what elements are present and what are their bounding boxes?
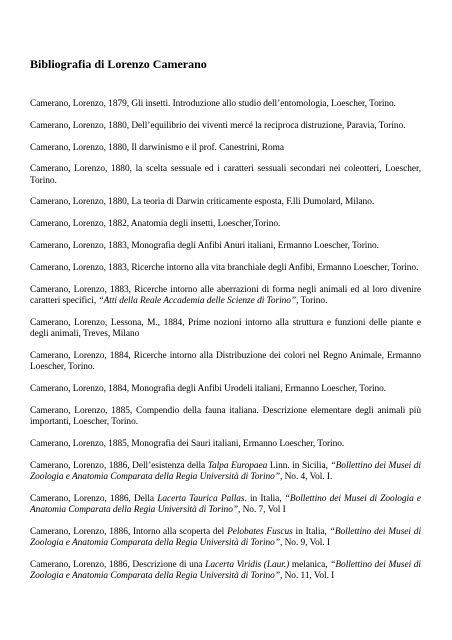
bibliography-entry xyxy=(30,494,421,517)
entry-text: Camerano, Lorenzo, 1885, Monografia dei Sauri italiani, Ermanno Loescher, Torino. xyxy=(30,438,345,449)
entry-text: Camerano, Lorenzo, 1886, Della xyxy=(30,493,158,504)
entry-text: Camerano, Lorenzo, 1886, Descrizione di una xyxy=(30,559,206,570)
entry-text: Camerano, Lorenzo, 1880, Dell’equilibrio dei viventi mercé la reciproca distruzione, Paravia, Torino. xyxy=(30,120,406,131)
entry-text: in Italia, xyxy=(292,526,330,537)
entry-text: Camerano, Lorenzo, 1879, Gli insetti. Introduzione allo studio dell’entomologia, Loescher, Torino. xyxy=(30,99,396,109)
species-name: Pelobates Fuscus xyxy=(227,526,293,537)
bibliography-entry xyxy=(30,99,421,110)
entry-text: , No. 9, Vol. I xyxy=(280,538,330,549)
species-name: Lacerta Taurica Pallas xyxy=(157,493,245,504)
entry-text: Linn. in Sicilia, xyxy=(267,460,331,471)
bibliography-entry xyxy=(30,285,421,308)
bibliography-entry xyxy=(30,461,421,484)
bibliography-entry xyxy=(30,219,421,230)
entry-text: Camerano, Lorenzo, 1883, Ricerche intorno alle aberrazioni di forma negli animali ed al loro divenire caratteri specifici, xyxy=(30,284,421,306)
bibliography-entry xyxy=(30,384,421,395)
entry-text: Camerano, Lorenzo, Lessona, M., 1884, Prime nozioni intorno alla struttura e funzioni delle piante e degli animali, Treves, Milano xyxy=(30,317,421,340)
bibliography-entry xyxy=(30,318,421,341)
entry-text: Camerano, Lorenzo, 1880, Il darwinismo e il prof. Canestrini, Roma xyxy=(30,142,284,153)
journal-title: “Bollettino dei Musei di Zoologia e Anatomia Comparata della Regia Università di Torino” xyxy=(30,493,421,516)
entry-text: , No. 4, Vol. I. xyxy=(280,471,333,482)
bibliography-entry xyxy=(30,121,421,132)
journal-title: “Atti della Reale Accademia delle Scienze di Torino” xyxy=(98,295,297,306)
entry-text: Camerano, Lorenzo, 1880, la scelta sessuale ed i caratteri sessuali secondari nei coleotteri, Loescher, Torino. xyxy=(30,164,421,186)
entry-text: Camerano, Lorenzo, 1884, Monografia degli Anfibi Urodeli italiani, Ermanno Loescher, Torino. xyxy=(30,383,387,394)
bibliography-entry xyxy=(30,263,421,274)
bibliography-entry xyxy=(30,560,421,583)
entry-text: , No. 7, Vol I xyxy=(238,505,286,516)
bibliography-entry xyxy=(30,406,421,429)
entry-text: Camerano, Lorenzo, 1882, Anatomia degli insetti, Loescher,Torino. xyxy=(30,219,281,230)
entry-text: . in Italia, xyxy=(244,493,285,504)
entry-text: Camerano, Lorenzo, 1886, Dell’esistenza della xyxy=(30,460,208,471)
bibliography-entry xyxy=(30,143,421,154)
entry-text: , No. 11, Vol. I xyxy=(280,571,335,582)
bibliography-entry xyxy=(30,197,421,208)
bibliography-list xyxy=(30,99,421,593)
entry-text: Camerano, Lorenzo, 1884, Ricerche intorno alla Distribuzione dei colori nel Regno Animale, Ermanno Loescher, Torino. xyxy=(30,350,421,373)
journal-title: “Bollettino dei Musei di Zoologia e Anatomia Comparata della Regia Università di Torino” xyxy=(30,460,421,482)
entry-text: Camerano, Lorenzo, 1886, Intorno alla scoperta del xyxy=(30,526,228,537)
bibliography-entry xyxy=(30,439,421,450)
species-name: Lacerta Viridis (Laur.) xyxy=(205,559,290,570)
journal-title: “Bollettino dei Musei di Zoologia e Anatomia Comparata della Regia Università di Torino” xyxy=(30,559,421,582)
bibliography-entry xyxy=(30,241,421,252)
species-name: Talpa Europaea xyxy=(207,460,268,471)
entry-text: melanica, xyxy=(289,559,331,570)
entry-text: Camerano, Lorenzo, 1880, La teoria di Darwin criticamente esposta, F.lli Dumolard, Milano. xyxy=(30,197,375,208)
bibliography-entry xyxy=(30,527,421,550)
journal-title: “Bollettino dei Musei di Zoologia e Anatomia Comparata della Regia Università di Torino” xyxy=(30,526,421,549)
entry-text: , Torino. xyxy=(296,295,328,306)
entry-text: Camerano, Lorenzo, 1883, Monografia degli Anfibi Anuri italiani, Ermanno Loescher, Torino. xyxy=(30,241,379,252)
bibliography-entry xyxy=(30,164,421,187)
entry-text: Camerano, Lorenzo, 1885, Compendio della fauna italiana. Descrizione elementare degli animali più importanti, Loescher, Torino. xyxy=(30,405,421,428)
bibliography-entry xyxy=(30,351,421,374)
entry-text: Camerano, Lorenzo, 1883, Ricerche intorno alla vita branchiale degli Anfibi, Ermanno Loescher, Torino. xyxy=(30,262,419,273)
document-title: Bibliografia di Lorenzo Camerano xyxy=(30,57,207,71)
